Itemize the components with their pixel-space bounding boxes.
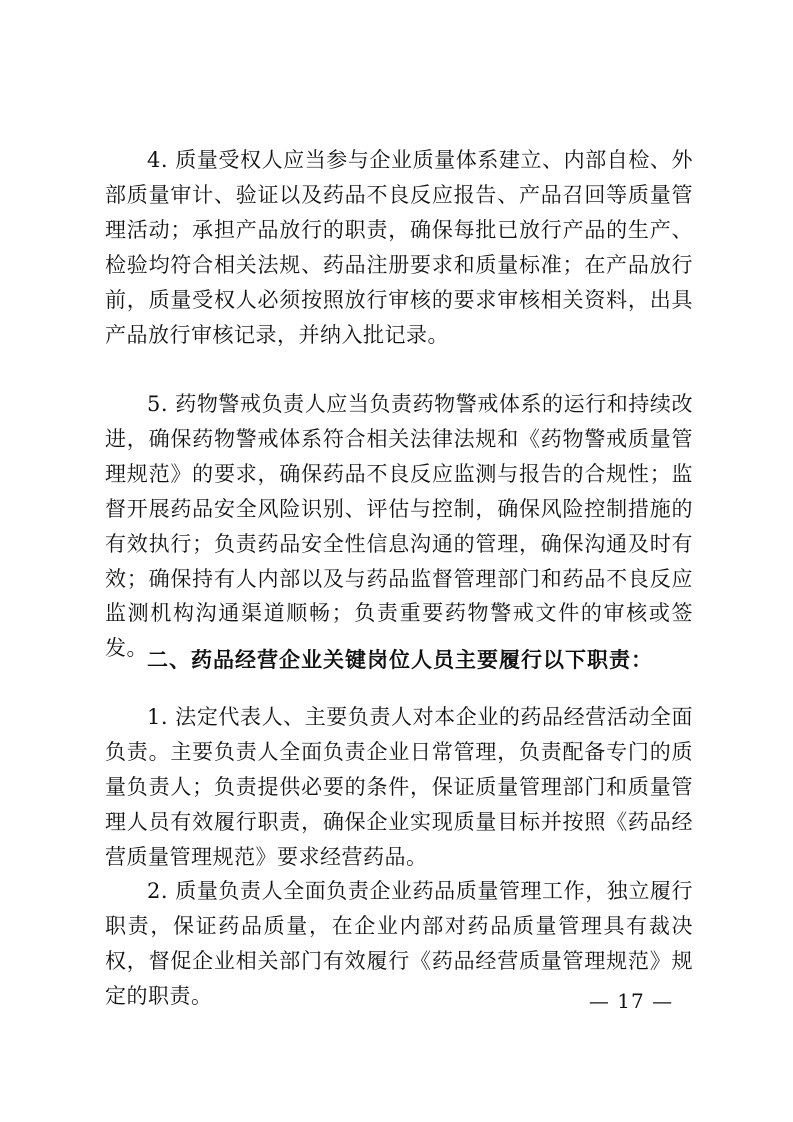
paragraph-quality-manager: 2. 质量负责人全面负责企业药品质量管理工作，独立履行职责，保证药品质量，在企业内部对药品质量管理具有裁决权，督促企业相关部门有效履行《药品经营质量管理规范》规定的职责。: [105, 879, 693, 1008]
section-heading: 二、药品经营企业关键岗位人员主要履行以下职责：: [147, 648, 653, 672]
paragraph-qualified-person: 4. 质量受权人应当参与企业质量体系建立、内部自检、外部质量审计、验证以及药品不良反应报告、产品召回等质量管理活动；承担产品放行的职责，确保每批已放行产品的生产、检验均符合相关法规、药品注册要求和质量标准；在产品放行前，质量受权人必须按照放行审核的要求审核相关资料，出具产品放行审核记录，并纳入批记录。: [105, 148, 693, 347]
page-number: — 17 —: [588, 989, 674, 1013]
paragraph-legal-representative: 1. 法定代表人、主要负责人对本企业的药品经营活动全面负责。主要负责人全面负责企业日常管理，负责配备专门的质量负责人；负责提供必要的条件，保证质量管理部门和质量管理人员有效履行职责，确保企业实现质量目标并按照《药品经营质量管理规范》要求经营药品。: [105, 705, 693, 869]
paragraph-pharmacovigilance: 5. 药物警戒负责人应当负责药物警戒体系的运行和持续改进，确保药物警戒体系符合相关法律法规和《药物警戒质量管理规范》的要求，确保药品不良反应监测与报告的合规性；监督开展药品安全风险识别、评估与控制，确保风险控制措施的有效执行；负责药品安全性信息沟通的管理，确保沟通及时有效；确保持有人内部以及与药品监督管理部门和药品不良反应监测机构沟通渠道顺畅；负责重要药物警戒文件的审核或签发。: [105, 392, 693, 661]
